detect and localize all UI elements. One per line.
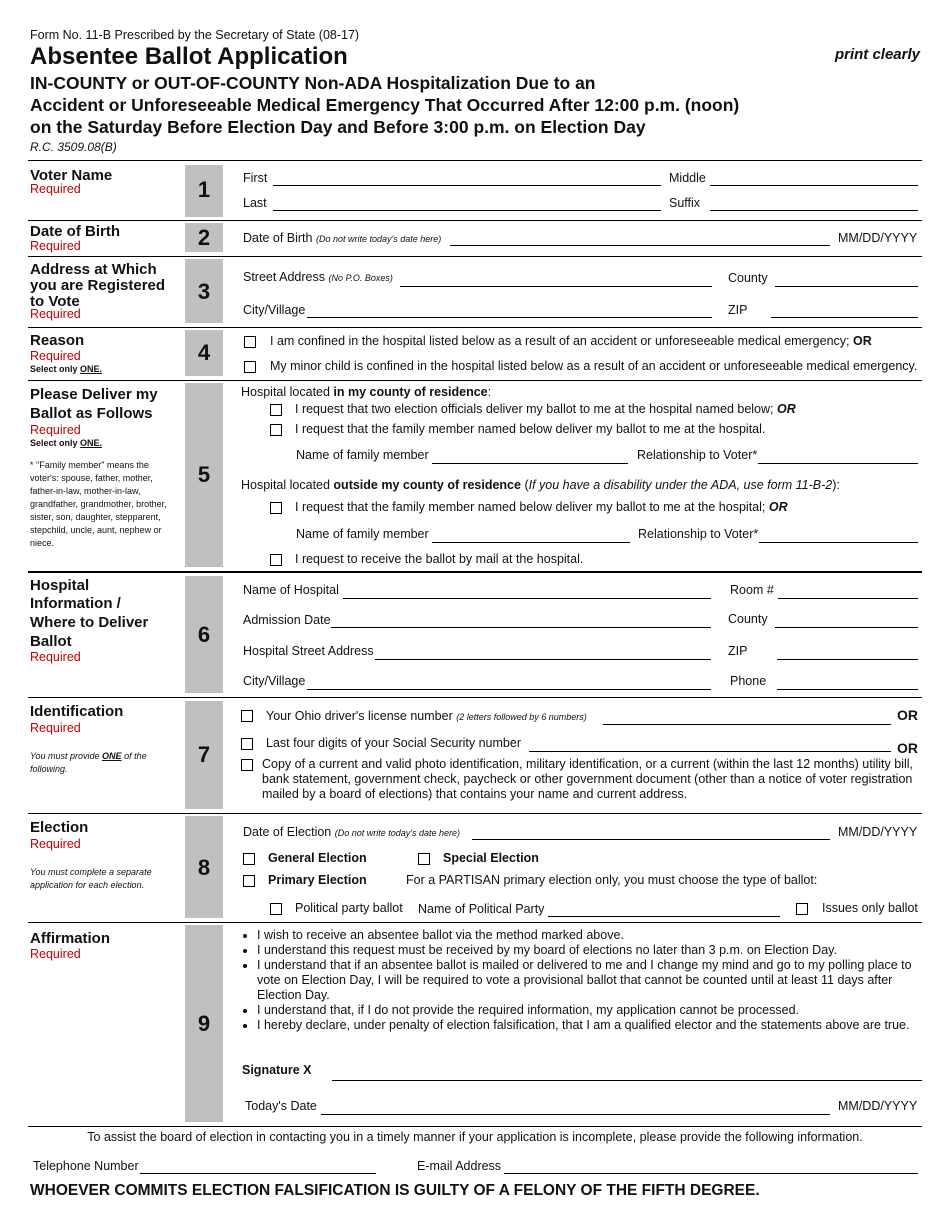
election-date-note: (Do not write today's date here) (334, 828, 461, 838)
rule-7 (28, 813, 922, 814)
telephone-label: Telephone Number (33, 1159, 139, 1173)
in-county-bold: in my county of residence (333, 385, 488, 399)
suffix-field[interactable] (710, 210, 918, 211)
primary-election-label: Primary Election (268, 873, 367, 887)
rule-6 (28, 697, 922, 698)
dob-label-text: Date of Birth (243, 231, 313, 245)
ssn-checkbox[interactable] (241, 738, 253, 750)
election-date-label (243, 825, 460, 839)
family-out-county-text: I request that the family member named below deliver my ballot to me at the hospital; (295, 500, 766, 514)
reason-self-or: OR (852, 334, 872, 348)
out-county-italic: If you have a disability under the ADA, use form 11-B-2 (528, 478, 833, 492)
family-out-county-or: OR (768, 500, 788, 514)
section-9-title: Affirmation (30, 930, 110, 947)
section-3-title-3: to Vote (30, 293, 80, 310)
dob-label (243, 231, 441, 245)
room-field[interactable] (778, 598, 918, 599)
subtitle-line-2: Accident or Unforeseeable Medical Emergency That Occurred After 12:00 p.m. (noon) (30, 95, 740, 115)
reason-self-checkbox[interactable] (244, 336, 256, 348)
hospital-street-label: Hospital Street Address (243, 644, 374, 658)
rule-2 (28, 256, 922, 257)
admission-date-label: Admission Date (243, 613, 331, 627)
subtitle-line-3: on the Saturday Before Election Day and Before 3:00 p.m. on Election Day (30, 117, 646, 137)
family-name-label-2: Name of family member (296, 527, 429, 541)
signature-label: Signature X (242, 1063, 312, 1077)
middle-name-label: Middle (669, 171, 706, 185)
party-ballot-label: Political party ballot (295, 901, 403, 915)
election-date-format: MM/DD/YYYY (838, 825, 918, 839)
family-out-county-label (295, 500, 788, 514)
rule-9 (28, 1126, 922, 1127)
hospital-street-field[interactable] (375, 659, 711, 660)
family-out-county-checkbox[interactable] (270, 502, 282, 514)
party-name-field[interactable] (548, 916, 780, 917)
affirmation-item: • I hereby declare, under penalty of election falsification, that I am a qualified elector and the statements above are true. (257, 1018, 922, 1033)
section-2-required: Required (30, 239, 81, 253)
telephone-field[interactable] (140, 1173, 376, 1174)
relationship-field-2[interactable] (759, 542, 918, 543)
special-election-label: Special Election (443, 851, 539, 865)
relationship-field-1[interactable] (758, 463, 918, 464)
election-note-text: You must complete a separate application for each election. (30, 867, 152, 890)
special-election-checkbox[interactable] (418, 853, 430, 865)
room-label: Room # (730, 583, 774, 597)
form-number: Form No. 11-B Prescribed by the Secretary of State (08-17) (30, 28, 360, 42)
street-address-note: (No P.O. Boxes) (328, 273, 393, 283)
license-note: (2 letters followed by 6 numbers) (456, 712, 587, 722)
page-title: Absentee Ballot Application (30, 43, 348, 70)
hospital-county-label: County (728, 612, 768, 626)
license-checkbox[interactable] (241, 710, 253, 722)
section-4-title: Reason (30, 332, 85, 349)
license-label (266, 709, 587, 723)
officials-deliver-text: I request that two election officials deliver my ballot to me at the hospital named below; (295, 402, 774, 416)
last-name-label: Last (243, 196, 267, 210)
ssn-or: OR (897, 740, 918, 756)
affirmation-list (242, 928, 922, 1033)
select-one-word-5: ONE. (80, 438, 103, 448)
street-address-label (243, 270, 393, 284)
county-label: County (728, 271, 768, 285)
subtitle-line-1: IN-COUNTY or OUT-OF-COUNTY Non-ADA Hospitalization Due to an (30, 73, 596, 93)
hospital-zip-label: ZIP (728, 644, 748, 658)
section-2-number: 2 (197, 225, 211, 250)
license-text: Your Ohio driver's license number (266, 709, 453, 723)
section-9-required: Required (30, 947, 81, 961)
family-name-label-1: Name of family member (296, 448, 429, 462)
section-6-title-1: Hospital (30, 577, 90, 594)
section-4-number: 4 (197, 340, 211, 365)
copy-id-checkbox[interactable] (241, 759, 253, 771)
todays-date-field[interactable] (321, 1114, 830, 1115)
street-address-field[interactable] (400, 286, 712, 287)
first-name-field[interactable] (273, 185, 661, 186)
dob-note: (Do not write today's date here) (315, 234, 442, 244)
hospital-county-field[interactable] (775, 627, 918, 628)
reason-self-text: I am confined in the hospital listed below as a result of an accident or unforeseeable medical emergency; (270, 334, 850, 348)
general-election-label: General Election (268, 851, 367, 865)
street-address-text: Street Address (243, 270, 325, 284)
section-4-required: Required (30, 349, 81, 363)
rule-5 (28, 571, 922, 573)
copy-id-label: Copy of a current and valid photo identification, military identification, or a current (within the last 12 months) utility bill, bank statement, government check, paycheck or other government document (other than a notice of voter registration mailed by a board of elections) that contains your name and current address. (262, 757, 914, 801)
hospital-city-label: City/Village (243, 674, 306, 688)
out-county-paren-open: ( (520, 478, 529, 492)
license-field[interactable] (603, 724, 891, 725)
hospital-name-field[interactable] (343, 598, 711, 599)
section-1-title: Voter Name (30, 167, 113, 184)
select-one-prefix: Select only (30, 364, 81, 374)
section-1-number: 1 (197, 177, 211, 202)
section-6-title-4: Ballot (30, 633, 72, 650)
admission-date-field[interactable] (331, 627, 711, 628)
relationship-label-2: Relationship to Voter* (638, 527, 759, 541)
family-name-field-1[interactable] (432, 463, 628, 464)
out-county-heading (241, 478, 840, 492)
contact-intro: To assist the board of election in contacting you in a timely manner if your application is incomplete, please provide the following information. (87, 1130, 863, 1144)
officials-deliver-or: OR (776, 402, 796, 416)
section-9-number: 9 (197, 1011, 211, 1036)
print-clearly-note: print clearly (834, 46, 920, 63)
city-label: City/Village (243, 303, 306, 317)
in-county-suffix: : (487, 385, 492, 399)
email-field[interactable] (504, 1173, 918, 1174)
section-3-number: 3 (197, 279, 211, 304)
section-1-required: Required (30, 182, 81, 196)
email-label: E-mail Address (417, 1159, 502, 1173)
family-in-county-label: I request that the family member named below deliver my ballot to me at the hospital. (295, 422, 766, 436)
rule-top (28, 160, 922, 161)
section-8-note (30, 866, 175, 892)
section-5-title-1: Please Deliver my (30, 386, 158, 403)
family-name-field-2[interactable] (432, 542, 630, 543)
partisan-note: For a PARTISAN primary election only, you must choose the type of ballot: (406, 873, 818, 887)
ssn-field[interactable] (529, 751, 891, 752)
todays-date-format: MM/DD/YYYY (838, 1099, 918, 1113)
statute-reference: R.C. 3509.08(B) (30, 140, 117, 154)
in-county-prefix: Hospital located (241, 385, 334, 399)
section-5-title-2: Ballot as Follows (30, 405, 153, 422)
last-name-field[interactable] (273, 210, 661, 211)
affirmation-item: • I understand that if an absentee ballot is mailed or delivered to me and I change my mind and go to my polling place to vote on Election Day, I will be required to vote a provisional ballot that cannot be counted until at least 11 days after Election Day. (257, 958, 922, 1003)
party-name-label: Name of Political Party (418, 902, 545, 916)
first-name-label: First (243, 171, 268, 185)
mail-hospital-label: I request to receive the ballot by mail at the hospital. (295, 552, 584, 566)
hospital-phone-field[interactable] (777, 689, 918, 690)
section-2-title: Date of Birth (30, 223, 120, 240)
officials-deliver-checkbox[interactable] (270, 404, 282, 416)
dob-field[interactable] (450, 245, 830, 246)
family-in-county-checkbox[interactable] (270, 424, 282, 436)
county-field[interactable] (775, 286, 918, 287)
section-3-title-2: you are Registered (30, 277, 166, 294)
election-date-field[interactable] (472, 839, 830, 840)
falsification-warning: WHOEVER COMMITS ELECTION FALSIFICATION IS GUILTY OF A FELONY OF THE FIFTH DEGREE. (30, 1182, 760, 1199)
family-member-definition: * "Family member" means the voter's: spouse, father, mother, father-in-law, mother-in-law, grandfather, grandmother, brother, sister, son, daughter, stepparent, stepchild, uncle, aunt, nephew or niece. (30, 460, 167, 548)
todays-date-label: Today's Date (245, 1099, 317, 1113)
city-field[interactable] (307, 317, 712, 318)
hospital-phone-label: Phone (730, 674, 767, 688)
zip-label: ZIP (728, 303, 748, 317)
rule-3 (28, 327, 922, 328)
out-county-paren-close: ): (832, 478, 840, 492)
section-3-required: Required (30, 307, 81, 321)
section-6-required: Required (30, 650, 81, 664)
hospital-zip-field[interactable] (777, 659, 918, 660)
issues-only-label: Issues only ballot (822, 901, 918, 915)
id-note-word: ONE (102, 751, 122, 761)
officials-deliver-label (295, 402, 796, 416)
signature-field[interactable] (332, 1080, 922, 1081)
general-election-checkbox[interactable] (243, 853, 255, 865)
out-county-bold: outside my county of residence (333, 478, 521, 492)
middle-name-field[interactable] (710, 185, 918, 186)
section-7-title: Identification (30, 703, 124, 720)
section-6-title-3: Where to Deliver (30, 614, 149, 631)
id-note-prefix: You must provide (30, 751, 103, 761)
affirmation-item: • I understand this request must be received by my board of elections no later than 3 p.m. on Election Day. (257, 943, 922, 958)
reason-self-label (270, 334, 872, 348)
section-7-note (30, 750, 170, 776)
in-county-heading (241, 385, 491, 399)
section-6-number: 6 (197, 622, 211, 647)
zip-field[interactable] (771, 317, 918, 318)
suffix-label: Suffix (669, 196, 701, 210)
section-8-number: 8 (197, 855, 211, 880)
party-ballot-checkbox[interactable] (270, 903, 282, 915)
section-5-select-one (30, 438, 102, 448)
primary-election-checkbox[interactable] (243, 875, 255, 887)
affirmation-item: • I wish to receive an absentee ballot via the method marked above. (257, 928, 922, 943)
id-note-suffix: of the following. (30, 751, 147, 774)
section-5-required: Required (30, 423, 81, 437)
section-8-title: Election (30, 819, 89, 836)
section-4-select-one (30, 364, 102, 374)
ssn-label: Last four digits of your Social Security number (266, 736, 521, 750)
hospital-name-label: Name of Hospital (243, 583, 339, 597)
election-date-text: Date of Election (243, 825, 332, 839)
section-7-required: Required (30, 721, 81, 735)
reason-child-checkbox[interactable] (244, 361, 256, 373)
hospital-city-field[interactable] (307, 689, 711, 690)
rule-1 (28, 220, 922, 221)
section-6-title-2: Information / (30, 595, 121, 612)
rule-4 (28, 380, 922, 381)
select-one-prefix-5: Select only (30, 438, 81, 448)
relationship-label-1: Relationship to Voter* (637, 448, 758, 462)
select-one-word: ONE. (80, 364, 103, 374)
out-county-prefix: Hospital located (241, 478, 334, 492)
section-8-required: Required (30, 837, 81, 851)
section-7-number: 7 (197, 742, 211, 767)
license-or: OR (897, 707, 918, 723)
reason-child-label: My minor child is confined in the hospital listed below as a result of an accident or unforeseeable medical emergency. (270, 359, 918, 373)
affirmation-item: • I understand that, if I do not provide the required information, my application cannot be processed. (257, 1003, 922, 1018)
issues-only-checkbox[interactable] (796, 903, 808, 915)
section-5-number: 5 (197, 462, 211, 487)
mail-hospital-checkbox[interactable] (270, 554, 282, 566)
rule-8 (28, 922, 922, 923)
section-3-title-1: Address at Which (30, 261, 157, 278)
dob-format: MM/DD/YYYY (838, 231, 918, 245)
